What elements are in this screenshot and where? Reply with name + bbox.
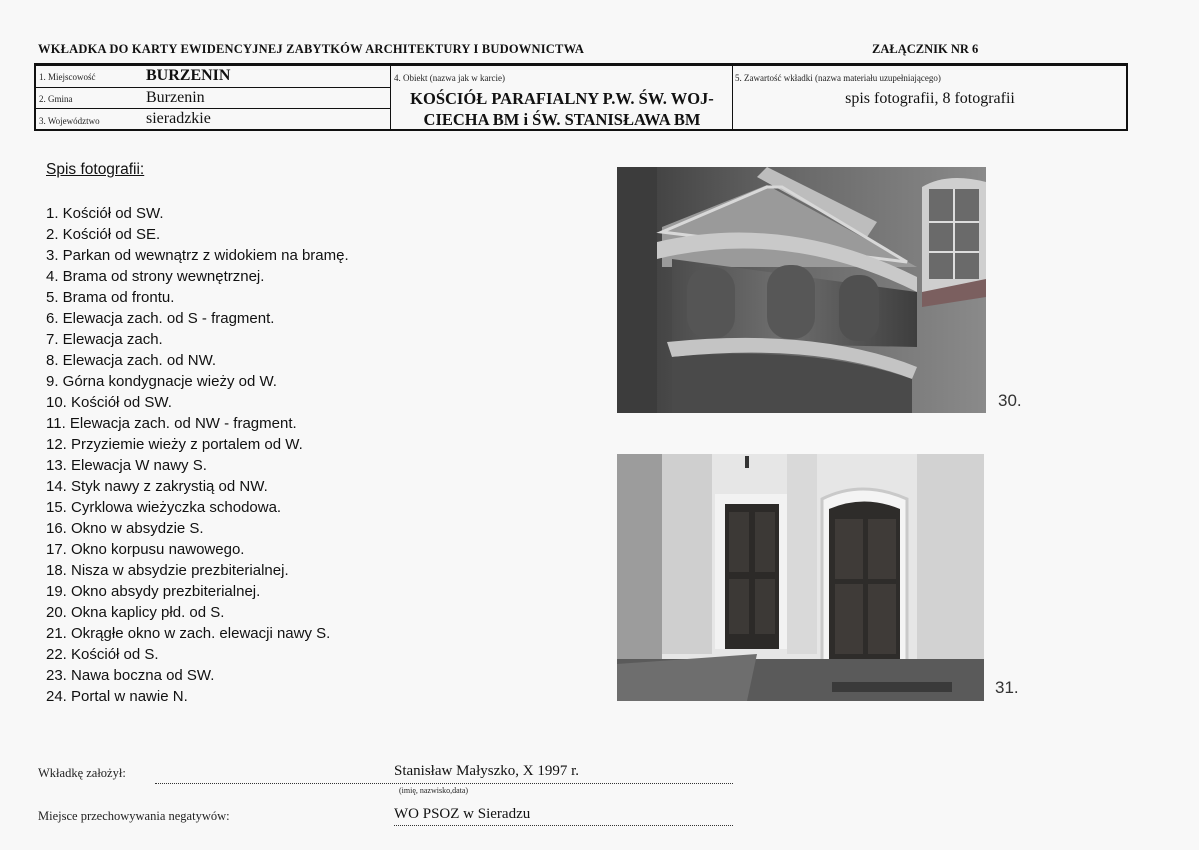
- photo-list-item: 23. Nawa boczna od SW.: [46, 667, 215, 684]
- photo-list-item: 22. Kościół od S.: [46, 646, 159, 663]
- photo-list-item: 9. Górna kondygnacje wieży od W.: [46, 373, 277, 390]
- contents-value: spis fotografii, 8 fotografii: [845, 90, 1015, 107]
- photo-list-item: 3. Parkan od wewnątrz z widokiem na bramę.: [46, 247, 349, 264]
- apse-illustration: [617, 167, 986, 413]
- photo-apse: [617, 167, 986, 413]
- photo-list-item: 7. Elewacja zach.: [46, 331, 163, 348]
- photo-list: [46, 203, 349, 707]
- photo-list-item: 13. Elewacja W nawy S.: [46, 457, 207, 474]
- photo-30-number: 30.: [998, 391, 1022, 410]
- doors-illustration: [617, 454, 984, 701]
- storage-label: Miejsce przechowywania negatywów:: [38, 809, 230, 823]
- photo-list-item: 6. Elewacja zach. od S - fragment.: [46, 310, 275, 327]
- table-divider: [732, 66, 733, 129]
- photo-list-item: 19. Okno absydy prezbiterialnej.: [46, 583, 261, 600]
- photo-list-item: 14. Styk nawy z zakrystią od NW.: [46, 478, 268, 495]
- table-row-divider: [36, 87, 390, 88]
- photo-list-item: 16. Okno w absydzie S.: [46, 520, 204, 537]
- object-name: [392, 88, 732, 130]
- object-name-line1: KOŚCIÓŁ PARAFIALNY P.W. ŚW. WOJ-: [410, 89, 714, 108]
- document-title: WKŁADKA DO KARTY EWIDENCYJNEJ ZABYTKÓW ARCHITEKTURY I BUDOWNICTWA: [38, 42, 585, 56]
- photo-list-item: 8. Elewacja zach. od NW.: [46, 352, 217, 369]
- author-value: Stanisław Małyszko, X 1997 r.: [394, 763, 579, 779]
- photo-list-item: 1. Kościół od SW.: [46, 205, 164, 222]
- photo-list-title: Spis fotografii:: [46, 161, 145, 178]
- storage-value: WO PSOZ w Sieradzu: [394, 806, 531, 822]
- photo-list-item: 17. Okno korpusu nawowego.: [46, 541, 245, 558]
- commune-value: Burzenin: [146, 89, 205, 106]
- photo-list-item: 20. Okna kaplicy płd. od S.: [46, 604, 225, 621]
- photo-list-item: 11. Elewacja zach. od NW - fragment.: [46, 415, 297, 432]
- contents-label: 5. Zawartość wkładki (nazwa materiału uzupełniającego): [735, 73, 941, 83]
- town-label: 1. Miejscowość: [39, 72, 96, 82]
- photo-list-item: 21. Okrągłe okno w zach. elewacji nawy S.: [46, 625, 331, 642]
- commune-label: 2. Gmina: [39, 94, 73, 104]
- photo-list-item: 18. Nisza w absydzie prezbiterialnej.: [46, 562, 289, 579]
- photo-list-item: 5. Brama od frontu.: [46, 289, 175, 306]
- photo-list-item: 10. Kościół od SW.: [46, 394, 172, 411]
- photo-list-item: 24. Portal w nawie N.: [46, 688, 188, 705]
- photo-list-item: 12. Przyziemie wieży z portalem od W.: [46, 436, 303, 453]
- object-label: 4. Obiekt (nazwa jak w karcie): [394, 73, 505, 83]
- photo-list-item: 15. Cyrklowa wieżyczka schodowa.: [46, 499, 282, 516]
- photo-31-number: 31.: [995, 678, 1019, 697]
- table-row-divider: [36, 108, 390, 109]
- object-name-line2: CIECHA BM i ŚW. STANISŁAWA BM: [423, 110, 701, 129]
- voivodeship-label: 3. Województwo: [39, 116, 100, 126]
- voivodeship-value: sieradzkie: [146, 110, 211, 127]
- storage-dotted-line: [394, 825, 733, 826]
- photo-doors: [617, 454, 984, 701]
- identification-table: [34, 63, 1128, 131]
- annex-number: ZAŁĄCZNIK NR 6: [872, 42, 979, 56]
- town-value: BURZENIN: [146, 67, 231, 84]
- table-divider: [390, 66, 391, 129]
- author-dotted-line: [155, 783, 733, 784]
- author-hint: (imię, nazwisko,data): [399, 786, 469, 795]
- photo-list-item: 2. Kościół od SE.: [46, 226, 161, 243]
- photo-list-item: 4. Brama od strony wewnętrznej.: [46, 268, 265, 285]
- author-label: Wkładkę założył:: [38, 766, 126, 780]
